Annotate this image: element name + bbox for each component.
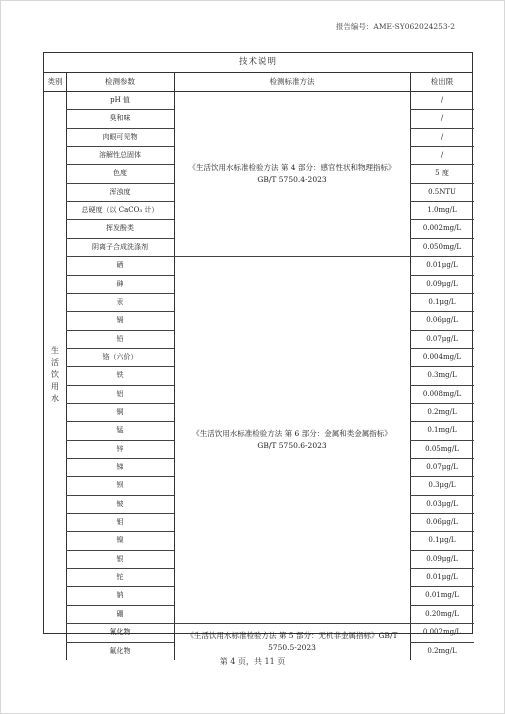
limit-cell: 5 度	[435, 169, 449, 178]
param-cell: 锌	[116, 444, 124, 453]
param-cell: 银	[116, 554, 124, 563]
param-cell: pH 值	[110, 96, 130, 104]
param-cell: 浑浊度	[109, 187, 131, 196]
param-cell: 铅	[116, 334, 124, 343]
limit-cell: 0.2mg/L	[427, 407, 457, 416]
param-cell: 硼	[116, 609, 124, 618]
param-cell: 阴离子合成洗涤剂	[92, 242, 148, 251]
page-footer: 第 4 页，共 11 页	[219, 657, 286, 666]
param-cell: 铜	[116, 407, 124, 416]
param-cell: 肉眼可见物	[102, 132, 138, 141]
category-char: 水	[51, 394, 59, 404]
limit-cell: 0.1mg/L	[427, 426, 457, 435]
limit-cell: 0.09μg/L	[426, 554, 458, 563]
param-cell: 臭和味	[109, 114, 131, 123]
param-cell: 挥发酚类	[106, 224, 134, 233]
param-cell: 镍	[116, 536, 124, 545]
limit-cell: 0.004mg/L	[422, 352, 462, 361]
param-cell: 硒	[116, 261, 124, 270]
limit-cell: 0.20mg/L	[425, 609, 459, 618]
limit-cell: 0.01μg/L	[426, 261, 458, 270]
category-char: 饮	[51, 370, 59, 380]
param-cell: 铍	[116, 499, 124, 508]
limit-cell: 0.1μg/L	[428, 536, 456, 545]
limit-cell: 0.06μg/L	[426, 518, 458, 527]
header-category: 类别	[47, 77, 63, 86]
limit-cell: 0.03μg/L	[426, 499, 458, 508]
limit-cell: 0.01μg/L	[426, 573, 458, 582]
limit-cell: 0.1μg/L	[428, 297, 456, 306]
param-cell: 钡	[116, 481, 124, 490]
limit-cell: 0.07μg/L	[426, 334, 458, 343]
method-cell: 《生活饮用水标准检验方法 第 6 部分：金属和类金属指标》GB/T 5750.6-2023	[192, 428, 392, 450]
table-header-row	[44, 72, 472, 92]
limit-cell: 0.05mg/L	[425, 444, 459, 453]
limit-cell: 0.01mg/L	[425, 591, 459, 600]
limit-cell: 0.09μg/L	[426, 279, 458, 288]
category-char: 活	[51, 358, 59, 368]
param-cell: 色度	[113, 169, 127, 178]
param-cell: 锑	[116, 463, 124, 471]
category-cell	[44, 345, 66, 405]
param-cell: 镉	[116, 316, 124, 325]
param-cell: 溶解性总固体	[99, 151, 141, 160]
limit-cell: 0.050mg/L	[422, 242, 462, 251]
column-divider	[174, 72, 175, 660]
param-cell: 总硬度（以 CaCO₃ 计）	[81, 206, 159, 215]
param-cell: 砷	[116, 279, 124, 288]
limit-cell: 0.07μg/L	[426, 463, 458, 471]
limit-cell: 0.5NTU	[428, 187, 456, 196]
limit-cell: 1.0mg/L	[427, 206, 457, 215]
limit-cell: 0.008mg/L	[422, 389, 462, 398]
param-cell: 铁	[116, 371, 124, 380]
technical-table	[43, 52, 473, 655]
limit-cell: /	[440, 96, 444, 104]
param-cell: 氟化物	[109, 646, 131, 655]
param-cell: 汞	[116, 297, 124, 306]
limit-cell: 0.002mg/L	[422, 628, 462, 637]
table-title: 技术说明	[44, 53, 472, 73]
param-cell: 铊	[116, 573, 124, 582]
limit-cell: 0.3mg/L	[427, 371, 457, 380]
method-cell: 《生活饮用水标准检验方法 第 4 部分：感官性状和物理指标》GB/T 5750.4-2023	[188, 162, 396, 184]
param-cell: 钼	[116, 518, 124, 527]
param-cell: 氰化物	[109, 628, 131, 637]
limit-cell: 0.06μg/L	[426, 316, 458, 325]
limit-cell: 0.002mg/L	[422, 224, 462, 233]
limit-cell: /	[440, 114, 444, 123]
param-cell: 钠	[116, 591, 124, 600]
limit-cell: 0.2mg/L	[427, 646, 457, 655]
category-char: 用	[51, 382, 59, 392]
method-cell: 《生活饮用水标准检验方法 第 5 部分：无机非金属指标》GB/T 5750.5-2023	[186, 630, 398, 652]
param-cell: 锰	[116, 426, 124, 435]
limit-cell: /	[440, 151, 444, 160]
param-cell: 铝	[116, 389, 124, 398]
limit-cell: /	[440, 132, 444, 141]
header-limit: 检出限	[430, 77, 454, 86]
header-param: 检测参数	[105, 77, 135, 86]
report-number: 报告编号：AME-SY062024253-2	[335, 22, 455, 31]
header-method: 检测标准方法	[269, 77, 315, 86]
category-char: 生	[51, 346, 59, 356]
param-cell: 铬（六价）	[102, 352, 138, 361]
limit-cell: 0.3μg/L	[428, 481, 456, 490]
